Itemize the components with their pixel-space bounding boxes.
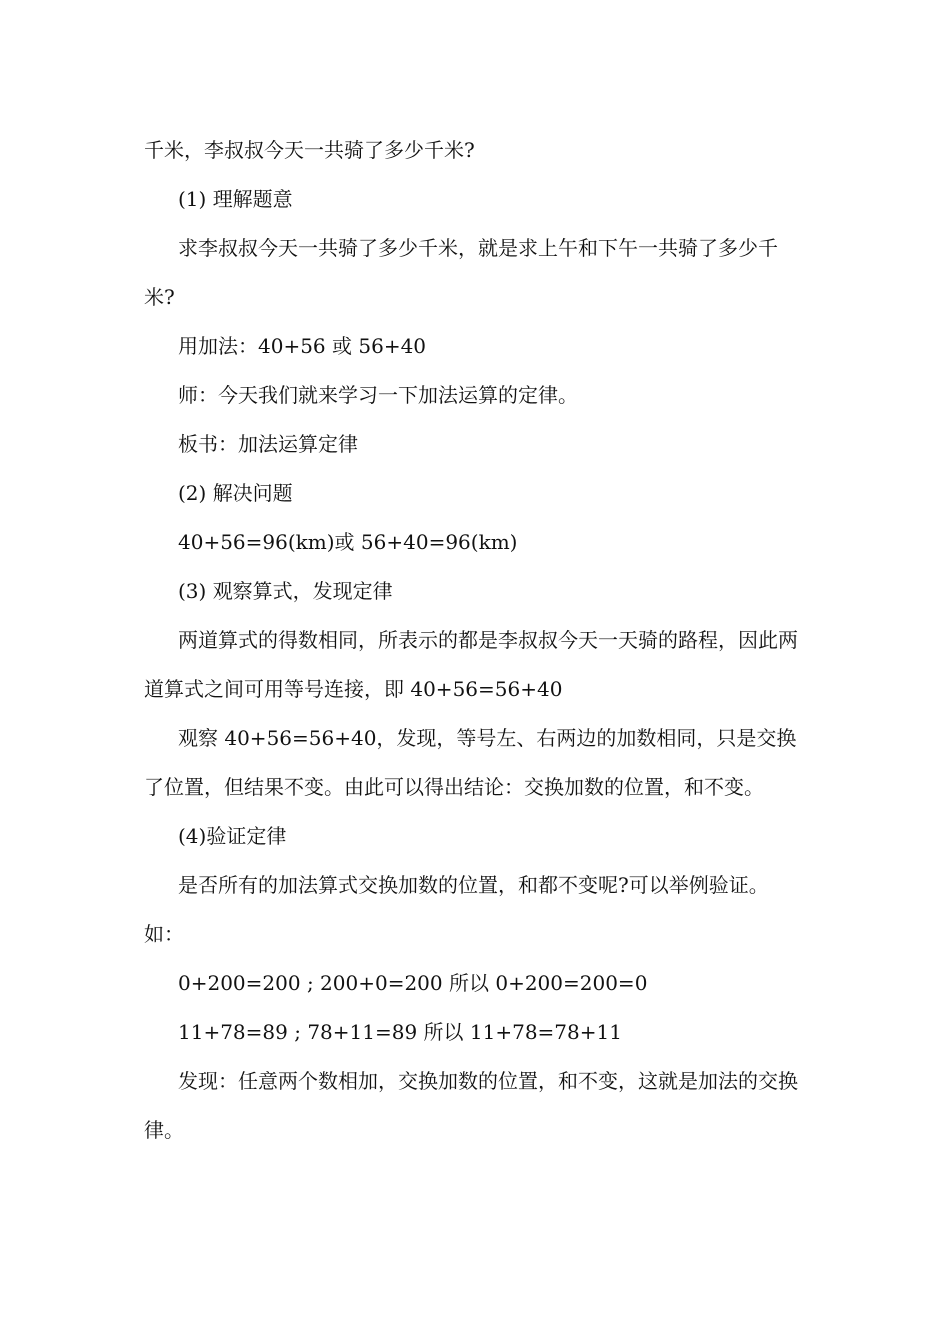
section-heading-understand: (1) 理解题意 (178, 187, 293, 211)
paragraph-example-2: 11+78=89 ; 78+11=89 所以 11+78=78+11 (178, 1020, 622, 1044)
paragraph-verify-question: 是否所有的加法算式交换加数的位置，和都不变呢?可以举例验证。如： (144, 873, 769, 946)
section-heading-verify: (4)验证定律 (178, 824, 287, 848)
paragraph-continuation: 千米，李叔叔今天一共骑了多少千米? (144, 138, 475, 162)
section-heading-observe: (3) 观察算式，发现定律 (178, 579, 393, 603)
paragraph-question: 求李叔叔今天一共骑了多少千米，就是求上午和下午一共骑了多少千米? (144, 236, 778, 309)
paragraph-same-result: 两道算式的得数相同，所表示的都是李叔叔今天一天骑的路程，因此两道算式之间可用等号连接，即 40+56=56+40 (144, 628, 798, 701)
paragraph-addition: 用加法：40+56 或 56+40 (178, 334, 427, 358)
paragraph-example-1: 0+200=200 ; 200+0=200 所以 0+200=200=0 (178, 971, 648, 995)
section-heading-solve: (2) 解决问题 (178, 481, 293, 505)
paragraph-commutative-law: 发现：任意两个数相加，交换加数的位置，和不变，这就是加法的交换律。 (144, 1069, 798, 1142)
paragraph-teacher: 师：今天我们就来学习一下加法运算的定律。 (178, 383, 578, 407)
paragraph-conclusion: 观察 40+56=56+40，发现，等号左、右两边的加数相同，只是交换了位置，但结果不变。由此可以得出结论：交换加数的位置，和不变。 (144, 726, 797, 799)
paragraph-equations: 40+56=96(km)或 56+40=96(km) (178, 530, 518, 554)
paragraph-board: 板书：加法运算定律 (178, 432, 358, 456)
document-body (144, 126, 806, 1155)
